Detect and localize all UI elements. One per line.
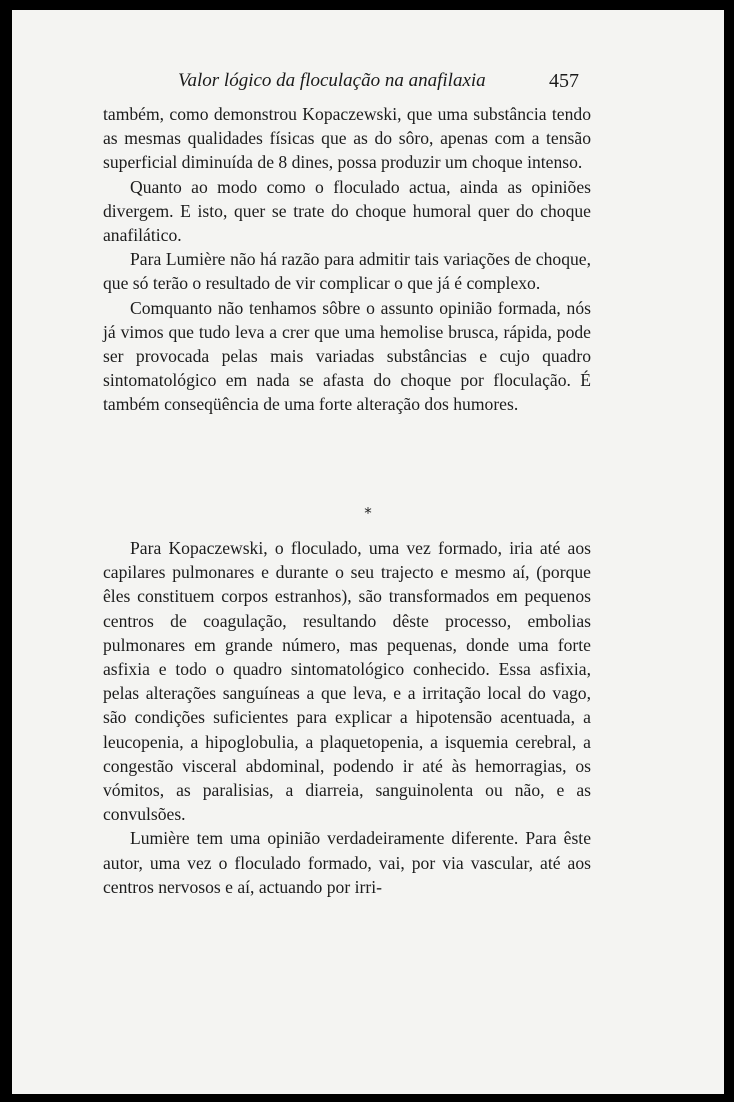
- body-text-top: [103, 102, 591, 417]
- paragraph-continuation: também, como demonstrou Kopaczewski, que uma substância tendo as mesmas qualidades físicas que as do sôro, apenas com a tensão superficial diminuída de 8 dines, possa produzir um choque intenso.: [103, 104, 591, 173]
- paragraph: Para Kopaczewski, o floculado, uma vez formado, iria até aos capilares pulmonares e durante o seu trajecto e mesmo aí, (porque êles constituem corpos estranhos), são transformados em pequenos centros de coagulação, resultando dêste processo, embolias pulmonares em grande número, mas pequenas, donde uma forte asfixia e todo o quadro sintomatológico conhecido. Essa asfixia, pelas alterações sanguíneas a que leva, e a irritação local do vago, são condições suficientes para explicar a hipotensão acentuada, a leucopenia, a hipoglobulia, a plaquetopenia, a isquemia cerebral, a congestão visceral abdominal, podendo ir até às hemorragias, os vómitos, as paralisias, a diarreia, sanguinolenta ou não, e as convulsões.: [103, 538, 591, 825]
- section-divider-asterisk: *: [364, 504, 372, 522]
- paragraph: Comquanto não tenhamos sôbre o assunto opinião formada, nós já vimos que tudo leva a crer que uma hemolise brusca, rápida, pode ser provocada pelas mais variadas substâncias e cujo quadro sintomatológico em nada se afasta do choque por floculação. É também conseqüência de uma forte alteração dos humores.: [103, 297, 591, 415]
- paragraph: Para Lumière não há razão para admitir tais variações de choque, que só terão o resultado de vir complicar o que já é complexo.: [103, 249, 591, 294]
- page-header: [12, 70, 724, 102]
- body-text-bottom: [103, 536, 591, 899]
- book-page: [12, 10, 724, 1094]
- page-number: 457: [549, 70, 579, 92]
- paragraph: Lumière tem uma opinião verdadeiramente diferente. Para êste autor, uma vez o floculado formado, vai, por via vascular, até aos centros nervosos e aí, actuando por irri-: [103, 828, 591, 897]
- running-title: Valor lógico da floculação na anafilaxia: [178, 70, 486, 91]
- paragraph: Quanto ao modo como o floculado actua, ainda as opiniões divergem. E isto, quer se trate do choque humoral quer do choque anafilático.: [103, 176, 591, 246]
